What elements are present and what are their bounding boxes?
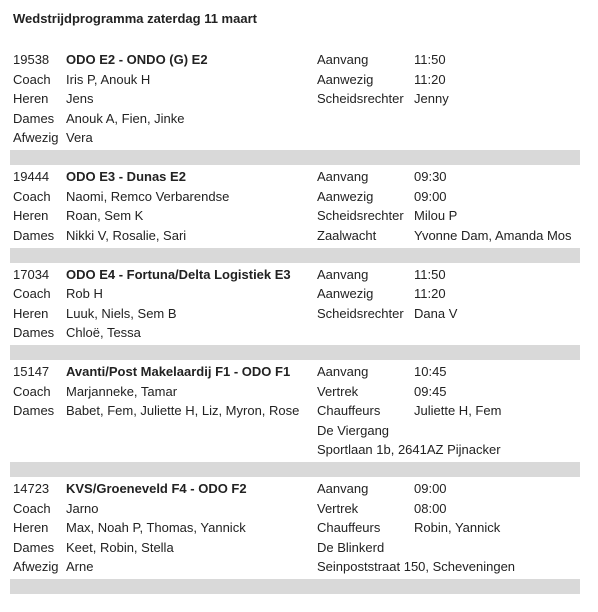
row-label: Heren	[13, 520, 49, 535]
info-label: Chauffeurs	[317, 403, 381, 418]
match-teams: KVS/Groeneveld F4 - ODO F2	[66, 481, 247, 496]
info-label: Vertrek	[317, 501, 359, 516]
info-value: 10:45	[414, 364, 447, 379]
match-number: 19538	[13, 52, 50, 67]
row-label: Coach	[13, 501, 51, 516]
info-value: 11:50	[414, 52, 446, 67]
match-teams: ODO E2 - ONDO (G) E2	[66, 52, 208, 67]
info-value: 11:50	[414, 267, 446, 282]
match-teams: ODO E4 - Fortuna/Delta Logistiek E3	[66, 267, 291, 282]
row-value: Babet, Fem, Juliette H, Liz, Myron, Rose	[66, 403, 300, 418]
row-label: Coach	[13, 189, 51, 204]
row-label: Heren	[13, 91, 49, 106]
match-teams: Avanti/Post Makelaardij F1 - ODO F1	[66, 364, 291, 379]
match-number: 15147	[13, 364, 50, 379]
info-value: 11:20	[414, 286, 446, 301]
row-label: Coach	[13, 384, 51, 399]
row-value: Anouk A, Fien, Jinke	[66, 111, 185, 126]
info-label: Scheidsrechter	[317, 91, 404, 106]
row-value: Jarno	[66, 501, 99, 516]
match-number: 14723	[13, 481, 50, 496]
info-value: 11:20	[414, 72, 446, 87]
info-label: Vertrek	[317, 384, 359, 399]
match-teams: ODO E3 - Dunas E2	[66, 169, 186, 184]
row-value: Keet, Robin, Stella	[66, 540, 174, 555]
row-value: Marjanneke, Tamar	[66, 384, 178, 399]
info-label: Scheidsrechter	[317, 306, 404, 321]
info-label: Aanwezig	[317, 189, 374, 204]
row-value: Nikki V, Rosalie, Sari	[66, 228, 187, 243]
info-value: 09:30	[414, 169, 447, 184]
row-value: Jens	[66, 91, 94, 106]
info-value: Jenny	[414, 91, 449, 106]
venue-name: De Viergang	[317, 423, 390, 438]
info-label: Aanwezig	[317, 72, 374, 87]
row-label: Coach	[13, 286, 51, 301]
row-label: Dames	[13, 325, 55, 340]
info-label: Aanvang	[317, 169, 369, 184]
info-label: Chauffeurs	[317, 520, 381, 535]
separator-bar	[10, 345, 580, 360]
row-label: Afwezig	[13, 130, 59, 145]
page-title: Wedstrijdprogramma zaterdag 11 maart	[13, 11, 257, 26]
row-label: Afwezig	[13, 559, 59, 574]
row-label: Dames	[13, 228, 55, 243]
row-value: Luuk, Niels, Sem B	[66, 306, 177, 321]
venue-name: De Blinkerd	[317, 540, 385, 555]
separator-bar	[10, 579, 580, 594]
row-label: Heren	[13, 306, 49, 321]
row-value: Vera	[66, 130, 93, 145]
info-value: 08:00	[414, 501, 447, 516]
info-label: Zaalwacht	[317, 228, 377, 243]
separator-bar	[10, 150, 580, 165]
info-label: Aanvang	[317, 364, 369, 379]
venue-address: Seinpoststraat 150, Scheveningen	[317, 559, 516, 574]
info-label: Aanvang	[317, 481, 369, 496]
info-value: 09:00	[414, 481, 447, 496]
row-value: Max, Noah P, Thomas, Yannick	[66, 520, 246, 535]
info-label: Aanvang	[317, 52, 369, 67]
info-label: Scheidsrechter	[317, 208, 404, 223]
info-label: Aanwezig	[317, 286, 374, 301]
row-value: Arne	[66, 559, 94, 574]
venue-address: Sportlaan 1b, 2641AZ Pijnacker	[317, 442, 501, 457]
row-label: Coach	[13, 72, 51, 87]
info-value: Robin, Yannick	[414, 520, 501, 535]
row-value: Roan, Sem K	[66, 208, 144, 223]
info-value: Yvonne Dam, Amanda Mos	[414, 228, 572, 243]
row-value: Iris P, Anouk H	[66, 72, 151, 87]
row-value: Chloë, Tessa	[66, 325, 141, 340]
row-value: Naomi, Remco Verbarendse	[66, 189, 230, 204]
info-value: 09:45	[414, 384, 447, 399]
row-label: Dames	[13, 111, 55, 126]
info-value: Juliette H, Fem	[414, 403, 502, 418]
info-value: Dana V	[414, 306, 458, 321]
separator-bar	[10, 462, 580, 477]
row-label: Heren	[13, 208, 49, 223]
info-label: Aanvang	[317, 267, 369, 282]
row-value: Rob H	[66, 286, 103, 301]
separator-bar	[10, 248, 580, 263]
info-value: 09:00	[414, 189, 447, 204]
row-label: Dames	[13, 403, 55, 418]
match-number: 19444	[13, 169, 50, 184]
match-number: 17034	[13, 267, 50, 282]
row-label: Dames	[13, 540, 55, 555]
info-value: Milou P	[414, 208, 458, 223]
